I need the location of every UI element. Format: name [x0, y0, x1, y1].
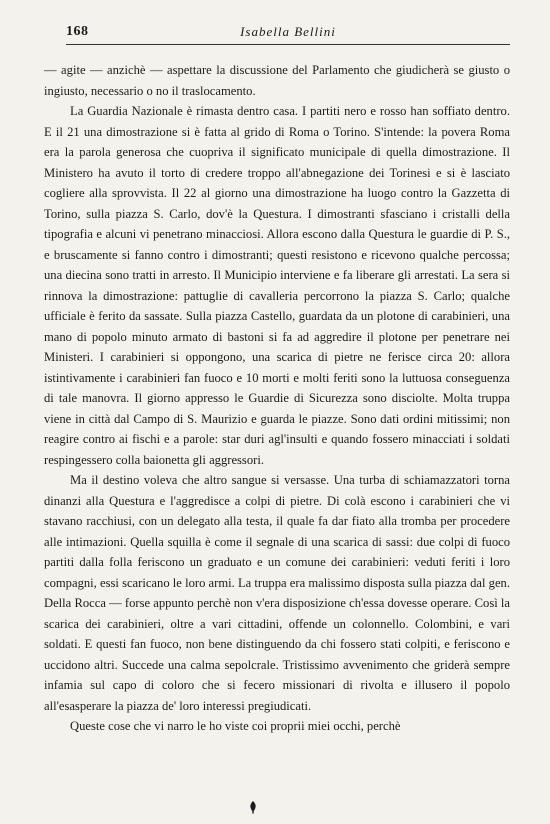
- fleuron-icon: [246, 800, 260, 814]
- running-head: Isabella Bellini: [240, 24, 336, 39]
- paragraph-guardia-nazionale: La Guardia Nazionale è rimasta dentro casa. I partiti nero e rosso han soffiato dentro. E il 21 una dimostrazione si è fatta al grido di Roma o Torino. S'intende: la povera Roma era la parola generosa che cuopriva il significato municipale di quella dimostrazione. Il Ministero ha avuto il torto di credere troppo all'abnegazione dei Torinesi e si è lasciato cogliere alla sprovvista. Il 22 al giorno una dimostrazione ha luogo contro la Gazzetta di Torino, sulla piazza S. Carlo, dov'è la Questura. I dimostranti sfasciano i cristalli della tipografia e alcuni vi penetrano minacciosi. Allora escono dalla Questura le guardie di P. S., e bruscamente si fanno contro i dimostranti; questi resistono e ricevono qualche percossa; una diecina sono tratti in arresto. Il Municipio interviene e fa liberare gli arrestati. La sera si rinnova la dimostrazione: pattuglie di cavalleria percorrono la piazza S. Carlo; qualche ufficiale è ferito da sassate. Sulla piazza Castello, guardata da un plotone di carabinieri, una mano di popolo minuto armato di bastoni si fa ad aggredire il plotone per penetrare nei Ministeri. I carabinieri si oppongono, una scarica di pietre ne ferisce circa 20: allora istintivamente i carabinieri fan fuoco e 10 morti e molti feriti sono la luttuosa conseguenza di tale manovra. Il giorno appresso le Guardie di Sicurezza sono disciolte. Molta truppa viene in città dal Campo di S. Maurizio e guarda le piazze. Sono dati ordini mitissimi; non reagire contro ai fischi e a parole: star duri agl'insulti e quando fossero minacciati i soldati respingessero colla baionetta gli aggressori.: [44, 104, 510, 467]
- body-text: [44, 60, 510, 737]
- paragraph-queste-cose: Queste cose che vi narro le ho viste coi proprii miei occhi, perchè: [70, 719, 401, 733]
- paragraph-destino: Ma il destino voleva che altro sangue si versasse. Una turba di schiamazzatori torna dinanzi alla Questura e l'aggredisce a colpi di pietre. Di colà escono i carabinieri che vi stavano racchiusi, con un delegato alla testa, il quale fa dar fiato alla tromba per procedere alle intimazioni. Quella squilla è come il segnale di una scarica di sassi: due colpi di fuoco partiti dalla folla feriscono un graduato e un comune dei carabinieri: veduti feriti i loro compagni, essi scaricano le loro armi. La truppa era malissimo disposta sulla piazza dal gen. Della Rocca — forse appunto perchè non v'era disposizione ch'essa dovesse operare. Così la scarica dei carabinieri, oltre a vari cittadini, offende un colonnello. Colombini, e vari soldati. E questi fan fuoco, non bene distinguendo da chi fossero stati colpiti, e feriscono e uccidono altri. Succede una calma sepolcrale. Tristissimo avvenimento che griderà sempre infamia sul capo di coloro che si fecero missionari di rivolta e illusero il popolo all'esasperare la piazza de' loro interessi pregiudicati.: [44, 473, 510, 713]
- header-rule: [66, 44, 510, 45]
- page-number: 168: [66, 24, 89, 39]
- paragraph-continuation: — agite — anzichè — aspettare la discussione del Parlamento che giudicherà se giusto o ingiusto, necessario o no il traslocamento.: [44, 63, 510, 98]
- page-header: [66, 24, 510, 44]
